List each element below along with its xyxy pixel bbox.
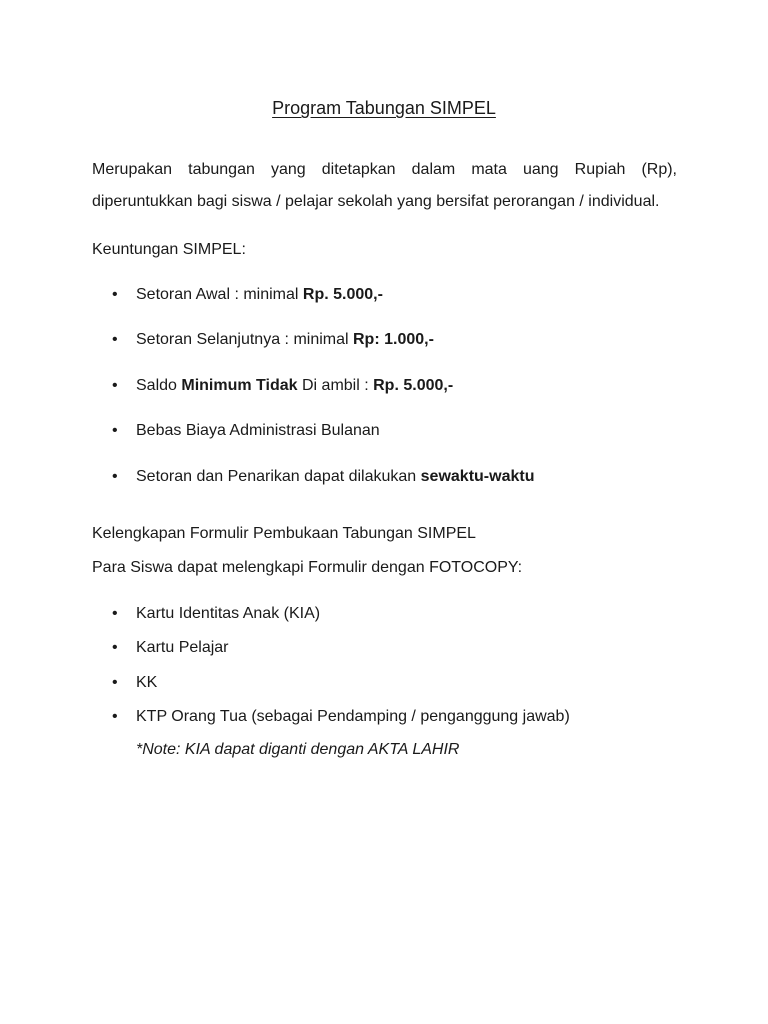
requirement-item — [112, 604, 692, 624]
bullet-icon: • — [112, 377, 118, 394]
requirement-text: Kartu Identitas Anak (KIA) — [136, 605, 321, 622]
benefit-text-mid: Di ambil : — [297, 377, 374, 394]
bullet-icon: • — [112, 286, 118, 303]
benefit-bold: Rp: 1.000,- — [353, 331, 434, 348]
bullet-icon: • — [112, 468, 118, 485]
bullet-icon: • — [112, 605, 118, 622]
requirement-item — [112, 707, 692, 727]
requirement-text: Kartu Pelajar — [136, 639, 229, 656]
requirement-text: KTP Orang Tua (sebagai Pendamping / penganggung jawab) — [136, 708, 570, 725]
benefit-text: Setoran Selanjutnya : minimal — [136, 331, 353, 348]
benefit-text: Bebas Biaya Administrasi Bulanan — [136, 422, 380, 439]
intro-line-1: Merupakan tabungan yang ditetapkan dalam mata uang Rupiah (Rp), — [92, 161, 677, 178]
requirement-text: KK — [136, 674, 158, 691]
bullet-icon: • — [112, 674, 118, 691]
benefit-bold: Minimum Tidak — [181, 377, 298, 394]
benefit-text: Setoran dan Penarikan dapat dilakukan — [136, 468, 421, 485]
bullet-icon: • — [112, 708, 118, 725]
bullet-icon: • — [112, 331, 118, 348]
bullet-icon: • — [112, 639, 118, 656]
bullet-icon: • — [112, 422, 118, 439]
benefit-text: Saldo — [136, 377, 182, 394]
intro-line-2: diperuntukkan bagi siswa / pelajar sekolah yang bersifat perorangan / individual. — [92, 193, 660, 210]
requirements-subheading: Para Siswa dapat melengkapi Formulir dengan FOTOCOPY: — [92, 559, 523, 576]
benefits-heading: Keuntungan SIMPEL: — [92, 241, 246, 258]
benefit-item — [112, 376, 692, 396]
page-title: Program Tabungan SIMPEL — [272, 98, 496, 118]
benefit-bold-2: Rp. 5.000,- — [373, 377, 454, 394]
benefit-text: Setoran Awal : minimal — [136, 286, 303, 303]
benefit-item — [112, 467, 692, 487]
benefit-item — [112, 330, 692, 350]
benefit-bold: Rp. 5.000,- — [302, 286, 383, 303]
benefit-item — [112, 285, 692, 305]
note-text: *Note: KIA dapat diganti dengan AKTA LAHIR — [136, 741, 460, 758]
requirements-heading: Kelengkapan Formulir Pembukaan Tabungan SIMPEL — [92, 525, 476, 542]
benefit-item — [112, 421, 692, 441]
requirement-item — [112, 638, 692, 658]
benefit-bold: sewaktu-waktu — [420, 468, 535, 485]
requirement-item — [112, 673, 692, 693]
